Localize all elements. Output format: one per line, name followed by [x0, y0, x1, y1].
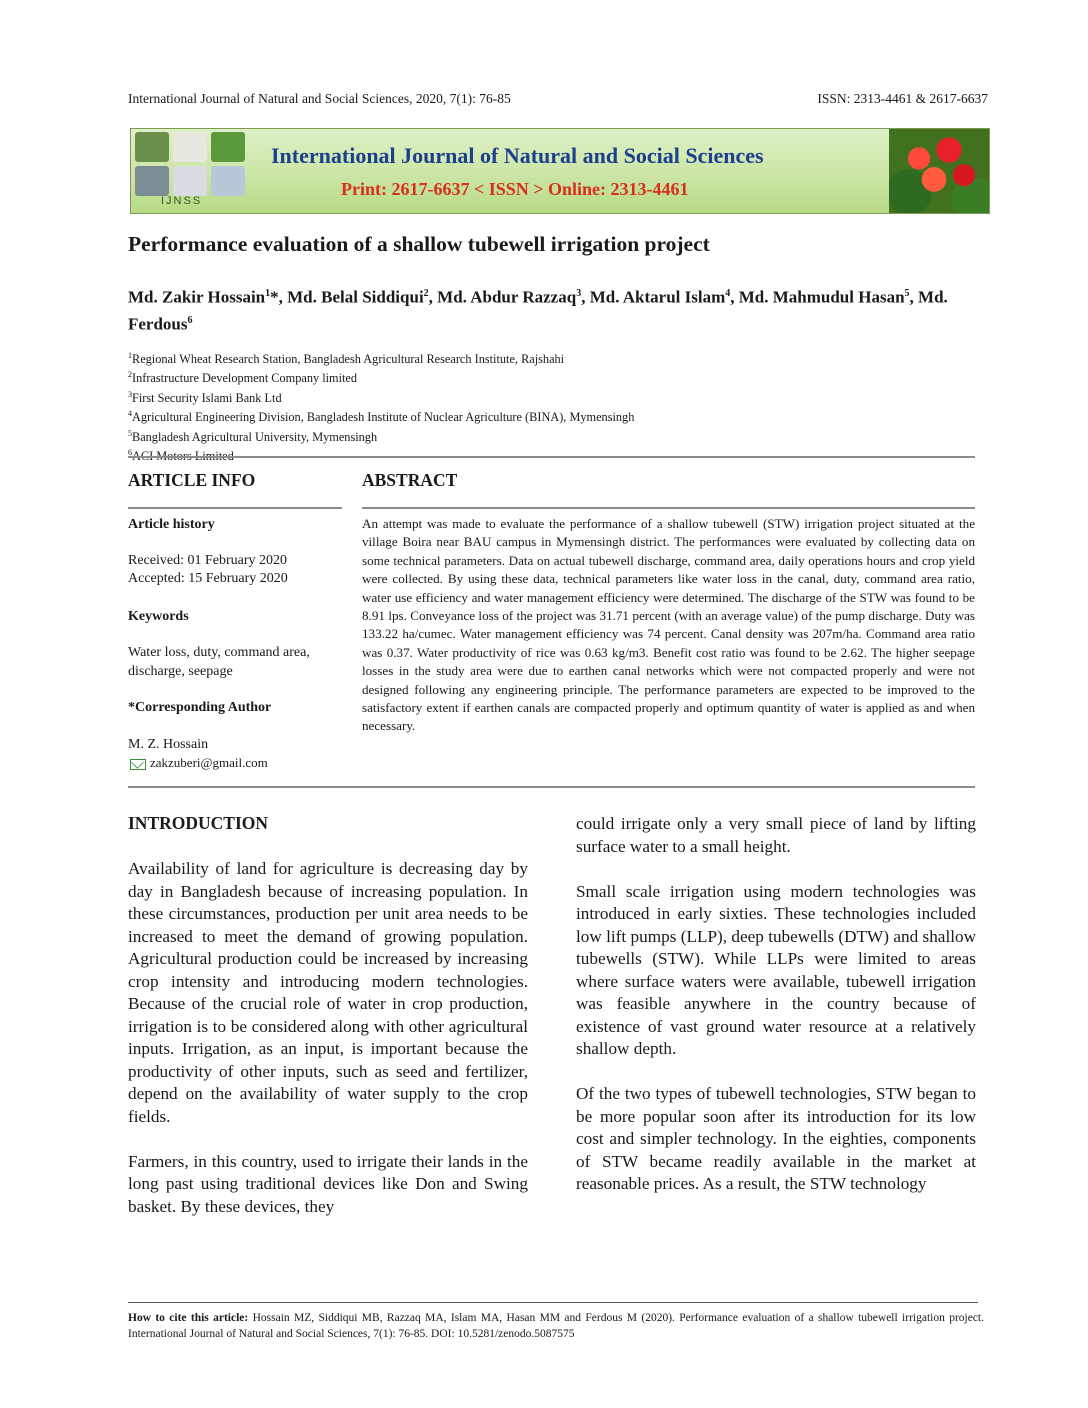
affiliation-item: [128, 348, 634, 367]
introduction-right-column: [576, 813, 976, 1218]
paragraph: Farmers, in this country, used to irrigate their lands in the long past using traditional devices like Don and Swing basket. By these devices, they: [128, 1151, 528, 1216]
affiliation-item: [128, 445, 634, 464]
affiliation-sup: 2: [128, 370, 132, 380]
keywords-label: Keywords: [128, 609, 189, 624]
corresponding-author-name: M. Z. Hossain: [128, 737, 209, 752]
article-history-label: Article history: [128, 517, 215, 532]
author-affil-sup: 1: [265, 288, 271, 299]
cite-text: Hossain MZ, Siddiqui MB, Razzaq MA, Islam MA, Hasan MM and Ferdous M (2020). Performance evaluation of a shallow tubewell irrigation project. International Journal of Natural and Social Sciences, 7(1): 76-85. DOI: 10.5281/zenodo.5087575: [128, 1312, 984, 1340]
introduction-heading: INTRODUCTION: [128, 813, 269, 833]
paragraph: Small scale irrigation using modern technologies was introduced in early sixties. These technologies included low lift pumps (LLP), deep tubewells (DTW) and shallow tubewells (STW). While LLPs were limited to areas where surface waters were available, tubewell irrigation was feasible anywhere in the country because of existence of vast ground water resource at a relatively shallow depth.: [576, 881, 976, 1058]
author-affil-sup: 6: [187, 314, 193, 326]
chart-thumbnail: [173, 166, 207, 196]
affiliation-item: [128, 387, 634, 406]
received-date: Received: 01 February 2020: [128, 553, 288, 568]
article-info-heading: ARTICLE INFO: [128, 470, 256, 490]
accepted-date: Accepted: 15 February 2020: [128, 571, 288, 586]
corresponding-author-email[interactable]: zakzuberi@gmail.com: [150, 755, 268, 770]
lab-thumbnail: [211, 166, 245, 196]
affiliation-text: Infrastructure Development Company limited: [132, 371, 358, 386]
article-info-rule: [128, 507, 342, 509]
divider-top: [128, 456, 975, 458]
abstract-heading: ABSTRACT: [362, 470, 458, 490]
affiliation-text: ACI Motors Limited: [132, 449, 234, 464]
paragraph: Of the two types of tubewell technologies, STW began to be more popular soon after its introduction for its low cost and simpler technology. In the eighties, components of STW became readily available in the market at reasonable prices. As a result, the STW technology: [576, 1084, 976, 1193]
affiliation-item: [128, 406, 634, 425]
introduction-left-column: [128, 858, 528, 1241]
author-name: Md. Zakir Hossain: [128, 287, 266, 307]
affiliation-sup: 6: [128, 447, 132, 457]
plant-thumbnail: [135, 132, 169, 162]
author-name: Md. Abdur Razzaq: [437, 287, 577, 307]
leaf-thumbnail: [211, 132, 245, 162]
journal-banner: [130, 128, 990, 214]
affiliation-text: Agricultural Engineering Division, Bangladesh Institute of Nuclear Agriculture (BINA), Mymensingh: [132, 410, 635, 425]
affiliation-sup: 4: [128, 409, 132, 419]
banner-title: International Journal of Natural and Social Sciences: [271, 143, 764, 168]
running-header-issn: ISSN: 2313-4461 & 2617-6637: [817, 91, 988, 106]
affiliation-sup: 3: [128, 389, 132, 399]
affiliation-list: [128, 348, 634, 464]
corresponding-author-label: *Corresponding Author: [128, 700, 272, 715]
author-list: Md. Zakir Hossain$^1$*, Md. Belal Siddiqui$^2$, Md. Abdur Razzaq$^3$, Md. Aktarul Islam$^4$, Md. Mahmudul Hasan$^5$, Md. Ferdous$^6$: [128, 287, 948, 334]
affiliation-sup: 1: [128, 351, 132, 360]
cite-label: How to cite this article:: [128, 1312, 249, 1324]
citation-footer: [128, 1311, 984, 1342]
affiliation-text: Bangladesh Agricultural University, Mymensingh: [132, 429, 378, 444]
affiliation-text: Regional Wheat Research Station, Bangladesh Agricultural Research Institute, Rajshahi: [132, 352, 565, 367]
fish-thumbnail: [135, 166, 169, 196]
flower-image: [889, 129, 989, 213]
author-affil-sup: 4: [725, 288, 731, 299]
affiliation-item: [128, 426, 634, 445]
running-header-citation: International Journal of Natural and Social Sciences, 2020, 7(1): 76-85: [128, 91, 511, 106]
abstract-rule: [362, 507, 975, 509]
banner-thumbnails: [135, 132, 247, 198]
author-affil-sup: 2: [423, 288, 429, 299]
divider-body: [128, 786, 975, 788]
paragraph: could irrigate only a very small piece of land by lifting surface water to a small height.: [576, 814, 976, 856]
animal-thumbnail: [173, 132, 207, 162]
author-name: Md. Ferdous: [128, 287, 948, 334]
banner-logo-text: IJNSS: [161, 195, 203, 207]
footer-rule: [128, 1302, 978, 1303]
banner-subtitle: Print: 2617-6637 < ISSN > Online: 2313-4461: [341, 179, 689, 199]
corresponding-author-email-row: [130, 754, 268, 773]
affiliation-text: First Security Islami Bank Ltd: [132, 390, 282, 405]
keywords-text: Water loss, duty, command area, discharge, seepage: [128, 645, 310, 679]
author-name: Md. Mahmudul Hasan: [738, 287, 905, 307]
author-name: Md. Aktarul Islam: [589, 287, 726, 307]
author-name: Md. Belal Siddiqui: [287, 287, 424, 307]
author-affil-sup: 5: [904, 288, 910, 299]
paragraph: Availability of land for agriculture is decreasing day by day in Bangladesh because of increasing population. In these circumstances, production per unit area needs to be increased to meet the demand of growing population. Agricultural production could be increased by increasing crop intensity and introducing modern technologies. Because of the crucial role of water in crop production, irrigation is to be considered along with other agricultural inputs. Irrigation, as an input, is important because the productivity of other inputs, such as seed and fertilizer, depend on the availability of water supply to the crop fields.: [128, 859, 528, 1126]
affiliation-item: [128, 367, 634, 386]
abstract-text: An attempt was made to evaluate the performance of a shallow tubewell (STW) irrigation project situated at the village Boira near BAU campus in Mymensingh district. The performances were evaluated by collecting data on some technical parameters. Data on actual tubewell discharge, command area, daily operations hours and crop yield were collected. By using these data, technical parameters like water loss in the canal, duty, command area ratio, water use efficiency and water management efficiency were determined. The discharge of the STW was found to be 8.91 lps. Conveyance loss of the project was 31.71 percent (with an average value) of the pump discharge. Duty was 133.22 ha/cumec. Water management efficiency was 74 percent. Canal density was 207m/ha. Command area ratio was 0.37. Water productivity of rice was 0.63 kg/m3. Benefit cost ratio was found to be 2.62. The higher seepage losses in the study area were due to earthen canal networks which were not compacted properly and were not designed following any engineering principle. The performance parameters are expected to be improved to the satisfactory extent if earthen canals are compacted properly and optimum quantity of water is applied as and when necessary.: [362, 516, 975, 734]
corresponding-mark: *: [270, 287, 279, 307]
affiliation-sup: 5: [128, 428, 132, 438]
mail-icon: [130, 759, 146, 770]
author-affil-sup: 3: [576, 288, 582, 299]
paper-title: Performance evaluation of a shallow tubewell irrigation project: [128, 232, 710, 256]
